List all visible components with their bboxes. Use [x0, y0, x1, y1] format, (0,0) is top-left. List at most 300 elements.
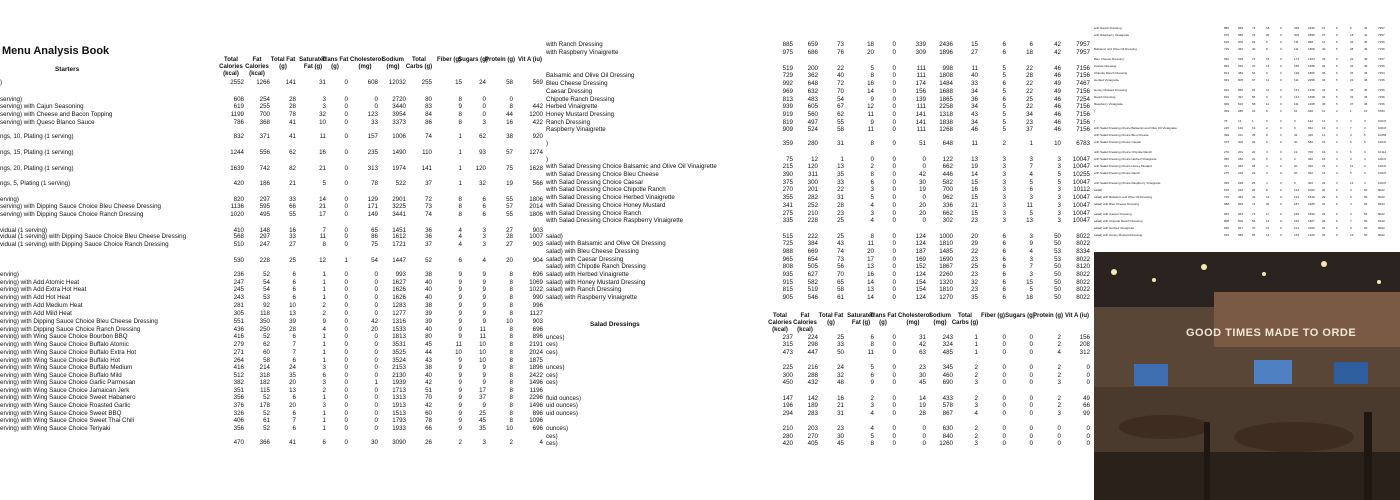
cell-value: 975 — [782, 49, 793, 56]
cell-value: 0 — [922, 217, 926, 224]
cell-value: 28 — [1026, 72, 1033, 79]
cell-value: 0 — [344, 286, 348, 293]
cell-value: 6 — [1002, 263, 1006, 270]
cell-value: 2 — [458, 439, 462, 446]
cell-value: 356 — [233, 425, 244, 432]
tiny-cell: 40 — [1252, 47, 1256, 51]
cell-value: 8 — [458, 96, 462, 103]
tiny-cell: 1485 — [1308, 202, 1315, 206]
tiny-cell: 23 — [1252, 171, 1256, 175]
cell-value: 1270 — [939, 294, 953, 301]
section-starters: Starters — [55, 66, 80, 73]
cell-value: 1496 — [529, 379, 543, 386]
table-row — [0, 302, 547, 310]
tiny-cell: 341 — [1224, 164, 1230, 168]
cell-value: 66 — [425, 425, 432, 432]
cell-value: 7156 — [1076, 111, 1090, 118]
cell-value: 10047 — [1072, 194, 1090, 201]
cell-value: 14 — [867, 279, 874, 286]
cell-value: 13 — [971, 156, 978, 163]
cell-value: 2 — [322, 387, 326, 394]
cell-value: 22 — [837, 186, 844, 193]
tiny-cell: 18 — [1266, 26, 1270, 30]
cell-value: 16 — [837, 395, 844, 402]
tiny-cell: 1690 — [1308, 212, 1315, 216]
tiny-row-label: with Salad Dressing Choice Balsamic and Olive Oil Vinaigrette — [1094, 126, 1177, 130]
tiny-cell: 4 — [1350, 202, 1352, 206]
tiny-row — [1094, 188, 1400, 193]
cell-value: 50 — [1054, 294, 1061, 301]
tiny-cell: 7156 — [1378, 64, 1385, 68]
tiny-cell: 0 — [1280, 195, 1282, 199]
cell-value: 10112 — [1073, 186, 1090, 193]
cell-value: 6 — [482, 203, 486, 210]
cell-value: 0 — [892, 126, 896, 133]
cell-value: 0 — [1086, 440, 1090, 447]
cell-value: 442 — [532, 103, 543, 110]
cell-value: 0 — [892, 140, 896, 147]
cell-value: 7156 — [1076, 88, 1090, 95]
cell-value: 8022 — [1076, 279, 1090, 286]
cell-value: 8 — [458, 211, 462, 218]
cell-value: 34 — [1026, 111, 1033, 118]
cell-value: 447 — [807, 349, 818, 356]
tiny-cell: 6 — [1350, 26, 1352, 30]
cell-value: 1 — [974, 334, 978, 341]
table-row — [546, 194, 1094, 202]
tiny-row-label: with Salad Dressing Choice Herbed Vinaigrette — [1094, 157, 1157, 161]
cell-value: 560 — [807, 111, 818, 118]
tiny-cell: 819 — [1224, 95, 1230, 99]
cell-value: 9 — [482, 402, 486, 409]
tiny-cell: 3 — [1266, 150, 1268, 154]
row-label: erving) with Wing Sauce Choice Garlic Parmesan — [0, 379, 136, 386]
cell-value: 4 — [482, 257, 486, 264]
cell-value: 662 — [942, 163, 953, 170]
tiny-cell: 988 — [1224, 202, 1230, 206]
cell-value: 75 — [371, 241, 378, 248]
table-row — [0, 379, 547, 387]
cell-value: 1007 — [529, 233, 543, 240]
cell-value: 0 — [1002, 334, 1006, 341]
cell-value: 359 — [782, 140, 793, 147]
cell-value: 4 — [458, 241, 462, 248]
cell-value: 3 — [1057, 194, 1061, 201]
cell-value: 182 — [259, 379, 270, 386]
cell-value: 0 — [1002, 349, 1006, 356]
cell-value: 3954 — [392, 111, 406, 118]
cell-value: 16 — [971, 186, 978, 193]
cell-value: 9 — [458, 379, 462, 386]
row-label: vidual (1 serving) with Dipping Sauce Choice Bleu Cheese Dressing — [0, 233, 187, 240]
table-row — [546, 263, 1094, 271]
cell-value: 2296 — [529, 394, 543, 401]
tiny-cell: 7156 — [1378, 47, 1385, 51]
tiny-cell: 8 — [1266, 47, 1268, 51]
tiny-cell: 16 — [1322, 150, 1326, 154]
cell-value: 905 — [782, 294, 793, 301]
tiny-cell: 25 — [1322, 219, 1326, 223]
tiny-cell: 6 — [1336, 71, 1338, 75]
tiny-cell: 23 — [1322, 181, 1326, 185]
tiny-cell: 34 — [1322, 78, 1326, 82]
cell-value: 28 — [289, 96, 296, 103]
tiny-cell: 22 — [1322, 202, 1326, 206]
row-label: salad) with Chipotle Ranch Dressing — [546, 263, 646, 270]
cell-value: 23 — [919, 364, 926, 371]
cell-value: 9 — [482, 318, 486, 325]
cell-value: 3 — [1057, 379, 1061, 386]
cell-value: 224 — [807, 334, 818, 341]
tiny-cell: 10047 — [1378, 157, 1387, 161]
tiny-cell: 483 — [1238, 71, 1244, 75]
row-label: ) — [0, 79, 3, 86]
cell-value: 988 — [782, 248, 793, 255]
cell-value: 124 — [915, 240, 926, 247]
cell-value: 1316 — [392, 318, 406, 325]
cell-value: 5 — [322, 180, 326, 187]
cell-value: 371 — [259, 133, 270, 140]
cell-value: 53 — [1054, 248, 1061, 255]
row-label: unces) — [546, 334, 565, 341]
cell-value: 178 — [259, 402, 270, 409]
cell-value: 406 — [233, 417, 244, 424]
cell-value: 1496 — [529, 402, 543, 409]
cell-value: 7 — [322, 227, 326, 234]
table-row — [0, 233, 547, 241]
cell-value: 46 — [971, 126, 978, 133]
cell-value: 84 — [425, 111, 432, 118]
tiny-cell: 33 — [1322, 57, 1326, 61]
cell-value: 2901 — [392, 196, 406, 203]
cell-value: 2 — [1057, 334, 1061, 341]
cell-value: 0 — [922, 425, 926, 432]
tiny-cell: 9 — [1266, 71, 1268, 75]
row-label: erving) with Add Mild Heat — [0, 310, 72, 317]
cell-value: 742 — [259, 165, 270, 172]
row-label: ) — [546, 156, 549, 163]
tiny-cell: 11 — [1266, 88, 1270, 92]
tiny-cell: 275 — [1224, 171, 1230, 175]
cell-value: 20 — [971, 233, 978, 240]
cell-value: 72 — [837, 80, 844, 87]
tiny-cell: 76 — [1252, 33, 1256, 37]
table-row — [0, 211, 547, 219]
cell-value: 3 — [1002, 202, 1006, 209]
cell-value: 62 — [479, 133, 486, 140]
cell-value: 9 — [482, 372, 486, 379]
cell-value: 157 — [367, 133, 378, 140]
cell-value: 7156 — [1076, 103, 1090, 110]
cell-value: 1244 — [230, 149, 244, 156]
tiny-cell: 42 — [1294, 133, 1298, 137]
cell-value: 38 — [425, 271, 432, 278]
tiny-cell: 46 — [1364, 71, 1368, 75]
cell-value: 1 — [974, 349, 978, 356]
table-row — [546, 163, 1094, 171]
p2-col-header: Saturated Fat (g) — [847, 313, 875, 326]
tiny-cell: 19 — [1294, 150, 1298, 154]
row-label: Honey Mustard Dressing — [546, 111, 615, 118]
tiny-cell: 8 — [1266, 188, 1268, 192]
cell-value: 669 — [807, 248, 818, 255]
tiny-cell: 13 — [1266, 219, 1270, 223]
cell-value: 648 — [807, 80, 818, 87]
cell-value: 92 — [263, 302, 270, 309]
cell-value: 0 — [1002, 372, 1006, 379]
row-label: with Salad Dressing Choice Raspberry Vinaigrette — [546, 217, 684, 224]
tiny-row-label: with Salad Dressing Choice Caesar — [1094, 140, 1142, 144]
p2-col-header: Sodium (mg) — [929, 313, 951, 326]
cell-value: 7254 — [1076, 96, 1090, 103]
tiny-cell: 1808 — [1308, 47, 1315, 51]
cell-value: 22 — [1026, 88, 1033, 95]
cell-value: 0 — [509, 96, 513, 103]
tiny-cell: 152 — [1294, 219, 1300, 223]
cell-value: 0 — [344, 241, 348, 248]
cell-value: 3373 — [392, 119, 406, 126]
tiny-row-label: Chipotle Ranch Dressing — [1094, 71, 1128, 75]
cell-value: 8 — [458, 111, 462, 118]
tiny-cell: 375 — [1224, 140, 1230, 144]
cell-value: 35 — [837, 171, 844, 178]
cell-value: 416 — [233, 333, 244, 340]
cell-value: 630 — [942, 425, 953, 432]
cell-value: 25 — [837, 334, 844, 341]
tiny-cell: 10047 — [1378, 164, 1387, 168]
cell-value: 6 — [1029, 186, 1033, 193]
tiny-cell: 58 — [1252, 102, 1256, 106]
cell-value: 0 — [344, 227, 348, 234]
cell-value: 2 — [322, 310, 326, 317]
cell-value: 8 — [509, 286, 513, 293]
cell-value: 149 — [367, 211, 378, 218]
tiny-cell: 215 — [1224, 126, 1230, 130]
cell-value: 0 — [1002, 440, 1006, 447]
tiny-cell: 3 — [1364, 126, 1366, 130]
row-label: serving) — [0, 96, 23, 103]
tiny-cell: 6 — [1336, 195, 1338, 199]
cell-value: 0 — [344, 394, 348, 401]
cell-value: 2 — [1057, 402, 1061, 409]
cell-value: 8 — [509, 402, 513, 409]
cell-value: 0 — [892, 379, 896, 386]
cell-value: 237 — [782, 334, 793, 341]
tiny-cell: 0 — [1280, 78, 1282, 82]
cell-value: 43 — [971, 111, 978, 118]
cell-value: 34 — [971, 88, 978, 95]
row-label: ngs, 10, Plating (1 serving) — [0, 133, 74, 140]
tiny-cell: 7156 — [1378, 40, 1385, 44]
cell-value: 0 — [344, 79, 348, 86]
cell-value: 0 — [870, 156, 874, 163]
row-label: erving) with Wing Sauce Choice Buffalo Hot — [0, 357, 120, 364]
cell-value: 110 — [422, 149, 432, 156]
table-row — [0, 402, 547, 410]
cell-value: 1 — [322, 425, 326, 432]
tiny-cell: 939 — [1224, 78, 1230, 82]
p1-col-header: Fat Calories (kcal) — [245, 57, 269, 77]
tiny-cell: 50 — [1364, 233, 1368, 237]
cell-value: 38 — [506, 133, 513, 140]
cell-value: 2024 — [529, 349, 543, 356]
tiny-cell: 0 — [1280, 126, 1282, 130]
cell-value: 3 — [1029, 194, 1033, 201]
cell-value: 840 — [942, 433, 953, 440]
tiny-row — [1094, 102, 1400, 107]
cell-value: 1 — [458, 133, 462, 140]
cell-value: 2 — [974, 395, 978, 402]
tiny-cell: 15 — [1322, 157, 1326, 161]
cell-value: 25 — [837, 233, 844, 240]
cell-value: 10 — [289, 302, 296, 309]
cell-value: 78 — [289, 111, 296, 118]
cell-value: 350 — [259, 318, 270, 325]
cell-value: 1 — [974, 341, 978, 348]
cell-value: 7156 — [1076, 65, 1090, 72]
tiny-cell: 0 — [1280, 88, 1282, 92]
cell-value: 1810 — [939, 240, 953, 247]
cell-value: 12 — [867, 103, 874, 110]
cell-value: 0 — [374, 402, 378, 409]
table-row — [0, 149, 547, 157]
restaurant-photo — [1094, 252, 1400, 500]
tiny-cell: 46 — [1364, 40, 1368, 44]
cell-value: 111 — [916, 103, 926, 110]
cell-value: 10 — [455, 349, 462, 356]
cell-value: 0 — [344, 149, 348, 156]
tiny-cell: 560 — [1238, 88, 1244, 92]
cell-value: 1867 — [939, 263, 953, 270]
tiny-cell: 808 — [1224, 219, 1230, 223]
cell-value: 6 — [482, 211, 486, 218]
cell-value: 50 — [1054, 263, 1061, 270]
tiny-row — [1094, 195, 1400, 200]
cell-value: 3 — [1002, 163, 1006, 170]
tiny-cell: 30 — [1294, 140, 1298, 144]
tiny-cell: 2 — [1336, 109, 1338, 113]
cell-value: 993 — [395, 271, 406, 278]
cell-value: 9 — [458, 326, 462, 333]
cell-value: 0 — [374, 364, 378, 371]
cell-value: 919 — [782, 111, 793, 118]
cell-value: 8 — [870, 233, 874, 240]
cell-value: 10047 — [1072, 179, 1090, 186]
tiny-cell: 998 — [1308, 40, 1314, 44]
cell-value: 52 — [263, 394, 270, 401]
cell-value: 9 — [458, 364, 462, 371]
cell-value: 0 — [374, 310, 378, 317]
cell-value: 58 — [263, 357, 270, 364]
row-label: Ranch Dressing — [546, 119, 591, 126]
cell-value: 473 — [782, 349, 793, 356]
tiny-cell: 965 — [1224, 212, 1230, 216]
cell-value: 0 — [344, 96, 348, 103]
cell-value: 8 — [870, 440, 874, 447]
cell-value: 0 — [892, 349, 896, 356]
tiny-cell: 50 — [1364, 195, 1368, 199]
cell-value: 903 — [532, 227, 543, 234]
cell-value: 21 — [837, 402, 844, 409]
table-row — [546, 341, 1094, 349]
tiny-cell: 50 — [1364, 188, 1368, 192]
cell-value: 0 — [892, 294, 896, 301]
row-label: with Salad Dressing Choice Caesar — [546, 179, 644, 186]
tiny-cell: 20 — [1266, 202, 1270, 206]
cell-value: 8022 — [1076, 240, 1090, 247]
cell-value: 729 — [782, 72, 793, 79]
cell-value: 9 — [482, 279, 486, 286]
cell-value: 40 — [837, 72, 844, 79]
cell-value: 530 — [233, 257, 244, 264]
tiny-cell: 1 — [1350, 109, 1352, 113]
cell-value: 10 — [479, 341, 486, 348]
cell-value: 6 — [1002, 286, 1006, 293]
table-row — [546, 271, 1094, 279]
cell-value: 566 — [532, 180, 543, 187]
cell-value: 1939 — [392, 379, 406, 386]
cell-value: 302 — [942, 217, 953, 224]
cell-value: 2014 — [529, 203, 543, 210]
cell-value: 0 — [892, 210, 896, 217]
tiny-cell: 1810 — [1308, 195, 1315, 199]
cell-value: 0 — [344, 357, 348, 364]
cell-value: 696 — [532, 326, 543, 333]
cell-value: 376 — [233, 402, 244, 409]
tiny-cell: 662 — [1308, 171, 1314, 175]
row-label: erving) with Add Hot Heat — [0, 294, 71, 301]
cell-value: 1806 — [529, 196, 543, 203]
cell-value: 1318 — [939, 111, 953, 118]
table-row — [546, 41, 1094, 49]
cell-value: 1813 — [392, 333, 406, 340]
tiny-cell: 6783 — [1378, 109, 1385, 113]
tiny-cell: 22 — [1252, 150, 1256, 154]
cell-value: 3 — [1057, 156, 1061, 163]
tiny-cell: 6 — [1336, 219, 1338, 223]
tiny-cell: 7957 — [1378, 33, 1385, 37]
tiny-cell: 187 — [1294, 202, 1300, 206]
tiny-cell: 34 — [1350, 88, 1354, 92]
cell-value: 15 — [1026, 279, 1033, 286]
cell-value: 124 — [915, 233, 926, 240]
tiny-cell: 75 — [1224, 119, 1228, 123]
tiny-cell: 686 — [1238, 33, 1244, 37]
cell-value: 551 — [233, 318, 244, 325]
cell-value: 725 — [782, 240, 793, 247]
cell-value: 1933 — [392, 425, 406, 432]
cell-value: 9 — [458, 279, 462, 286]
table-row — [0, 203, 547, 211]
tiny-cell: 5 — [1336, 102, 1338, 106]
p2-col-header: Fat Calories (kcal) — [793, 313, 817, 333]
cell-value: 422 — [532, 119, 543, 126]
row-label: salad) with Balsamic and Olive Oil Dressing — [546, 240, 666, 247]
cell-value: 53 — [1054, 256, 1061, 263]
row-label: erving) with Wing Sauce Choice Bourbon BBQ — [0, 333, 128, 340]
cell-value: 1 — [458, 165, 462, 172]
tiny-cell: 9 — [1266, 95, 1268, 99]
tiny-cell: 0 — [1280, 133, 1282, 137]
cell-value: 23 — [1026, 119, 1033, 126]
cell-value: 0 — [344, 379, 348, 386]
cell-value: 5 — [1002, 103, 1006, 110]
cell-value: 3 — [974, 379, 978, 386]
row-label: with Salad Dressing Choice Balsamic and Olive Oil Vinaigrette — [546, 163, 717, 170]
tiny-cell: 13 — [1322, 119, 1326, 123]
cell-value: 46 — [1054, 126, 1061, 133]
tiny-cell: 7156 — [1378, 78, 1385, 82]
